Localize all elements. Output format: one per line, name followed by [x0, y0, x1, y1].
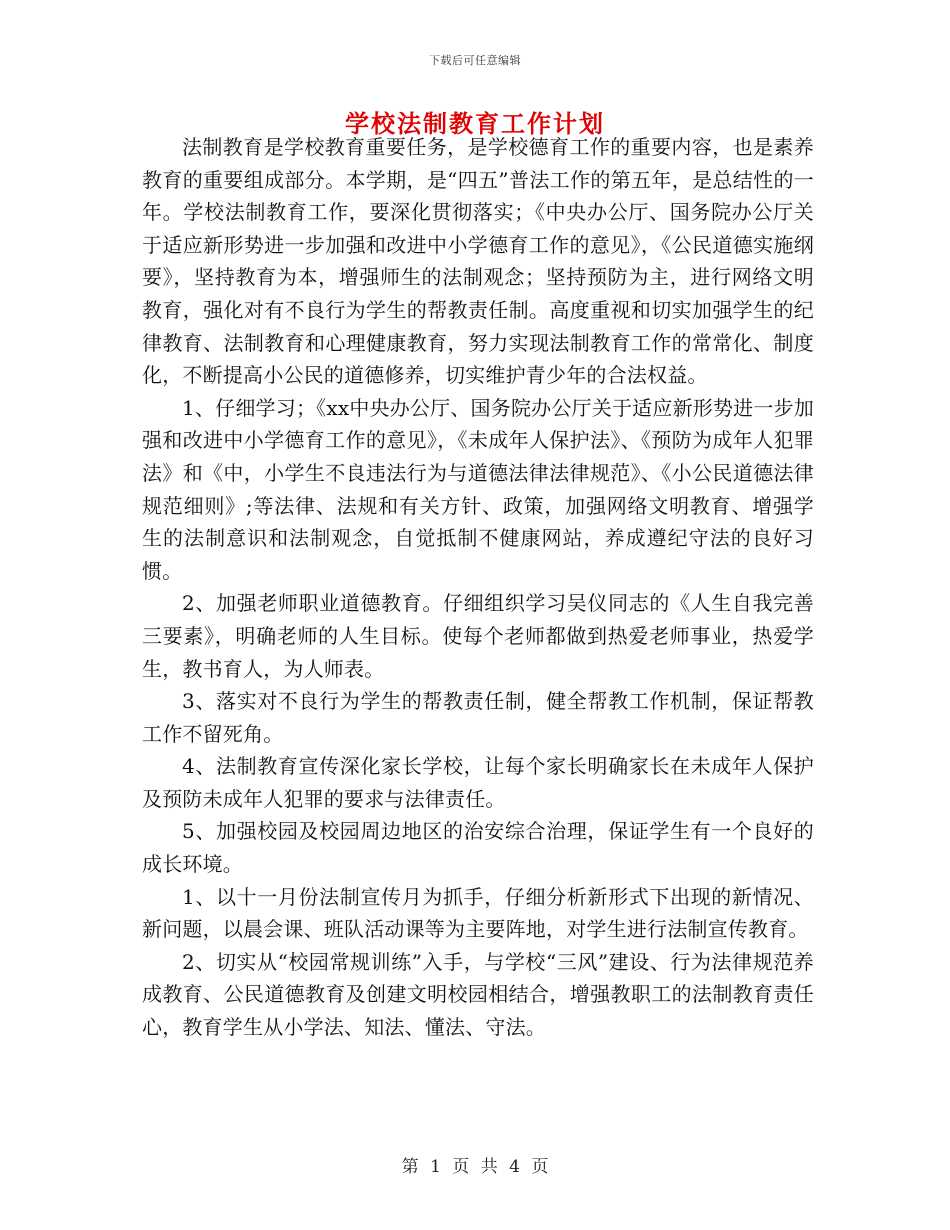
header-note: 下载后可任意编辑 [429, 54, 521, 67]
paragraph-item-1-study: 1、仔细学习；《xx中央办公厅、国务院办公厅关于适应新形势进一步加强和改进中小学德育工作的意见》，《未成年人保护法》、《预防为成年人犯罪法》和《中，小学生不良违法行为与道德法律法律规范》、《小公民道德法律规范细则》;等法律、法规和有关方针、政策，加强网络文明教育、增强学生的法制意识和法制观念，自觉抵制不健康网站，养成遵纪守法的良好习惯。 [142, 395, 814, 583]
paragraph-item-4-parents: 4、法制教育宣传深化家长学校，让每个家长明确家长在未成年人保护及预防未成年人犯罪的要求与法律责任。 [142, 754, 814, 811]
paragraph-measure-1-publicity: 1、以十一月份法制宣传月为抓手，仔细分析新形式下出现的新情况、新问题，以晨会课、班队活动课等为主要阵地，对学生进行法制宣传教育。 [142, 884, 814, 942]
document-body [142, 131, 814, 1044]
paragraph-item-2-teacher-ethics: 2、加强老师职业道德教育。仔细组织学习吴仪同志的《人生自我完善三要素》，明确老师的人生目标。使每个老师都做到热爱老师事业，热爱学生，教书育人，为人师表。 [142, 591, 814, 681]
paragraph-item-3-mentoring: 3、落实对不良行为学生的帮教责任制，健全帮教工作机制，保证帮教工作不留死角。 [142, 689, 814, 746]
paragraph-intro: 法制教育是学校教育重要任务，是学校德育工作的重要内容，也是素养教育的重要组成部分。本学期，是“四五”普法工作的第五年，是总结性的一年。学校法制教育工作，要深化贯彻落实；《中央办公厅、国务院办公厅关于适应新形势进一步加强和改进中小学德育工作的意见》，《公民道德实施纲要》，坚持教育为本，增强师生的法制观念；坚持预防为主，进行网络文明教育，强化对有不良行为学生的帮教责任制。高度重视和切实加强学生的纪律教育、法制教育和心理健康教育，努力实现法制教育工作的常常化、制度化，不断提高小公民的道德修养，切实维护青少年的合法权益。 [142, 135, 814, 388]
paragraph-measure-2-routine: 2、切实从“校园常规训练”入手，与学校“三风”建设、行为法律规范养成教育、公民道德教育及创建文明校园相结合，增强教职工的法制教育责任心，教育学生从小学法、知法、懂法、守法。 [142, 949, 814, 1040]
page-number-footer: 第 1 页 共 4 页 [401, 1157, 549, 1177]
paragraph-item-5-safety: 5、加强校园及校园周边地区的治安综合治理，保证学生有一个良好的成长环境。 [142, 819, 814, 877]
document-title: 学校法制教育工作计划 [345, 110, 605, 138]
